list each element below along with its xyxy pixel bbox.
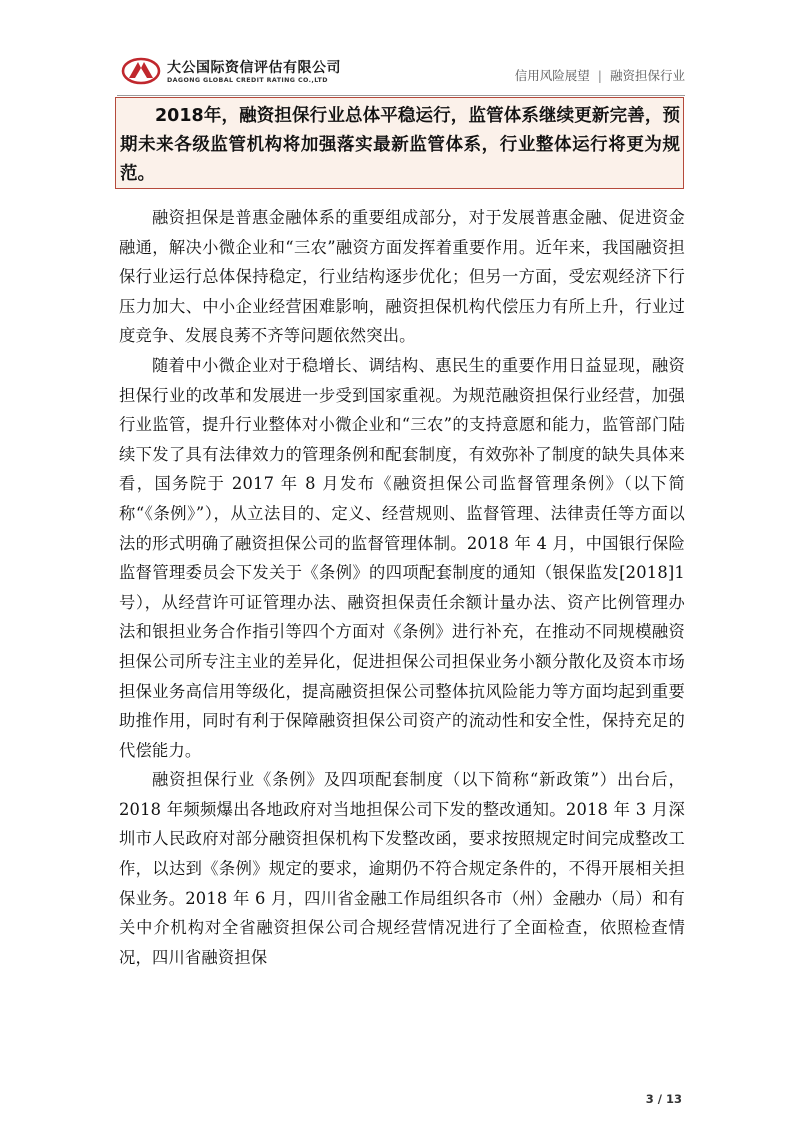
report-category bbox=[515, 66, 685, 84]
page-number: 3 / 13 bbox=[645, 1092, 682, 1106]
page-header bbox=[117, 52, 685, 98]
header-divider bbox=[117, 95, 685, 96]
summary-box bbox=[115, 97, 684, 189]
body-text bbox=[119, 203, 685, 972]
report-type-label: 信用风险展望 bbox=[514, 68, 590, 83]
company-name-en: DAGONG GLOBAL CREDIT RATING CO.,LTD bbox=[167, 77, 328, 84]
summary-text: 2018年，融资担保行业总体平稳运行，监管体系继续更新完善，预期未来各级监管机构将加强落实最新监管体系，行业整体运行将更为规范。 bbox=[120, 106, 680, 184]
industry-label: 融资担保行业 bbox=[609, 68, 685, 83]
header-separator: | bbox=[597, 68, 602, 83]
paragraph: 融资担保行业《条例》及四项配套制度（以下简称“新政策”）出台后，2018 年频频爆出各地政府对当地担保公司下发的整改通知。2018 年 3 月深圳市人民政府对部分融资担保机构下发整改函，要求按照规定时间完成整改工作，以达到《条例》规定的要求，逾期仍不符合规定条件的，不得开展相关担保业务。2018 年 6 月，四川省金融工作局组织各市（州）金融办（局）和有关中介机构对全省融资担保公司合规经营情况进行了全面检查，依照检查情况，四川省融资担保 bbox=[119, 770, 685, 967]
paragraph: 随着中小微企业对于稳增长、调结构、惠民生的重要作用日益显现，融资担保行业的改革和发展进一步受到国家重视。为规范融资担保行业经营，加强行业监管，提升行业整体对小微企业和“三农”的支持意愿和能力，监管部门陆续下发了具有法律效力的管理条例和配套制度，有效弥补了制度的缺失具体来看，国务院于 2017 年 8 月发布《融资担保公司监督管理条例》（以下简称“《条例》”），从立法目的、定义、经营规则、监督管理、法律责任等方面以法的形式明确了融资担保公司的监督管理体制。2018 年 4 月，中国银行保险监督管理委员会下发关于《条例》的四项配套制度的通知（银保监发[2018]1号），从经营许可证管理办法、融资担保责任余额计量办法、资产比例管理办法和银担业务合作指引等四个方面对《条例》进行补充，在推动不同规模融资担保公司所专注主业的差异化，促进担保公司担保业务小额分散化及资本市场担保业务高信用等级化，提高融资担保公司整体抗风险能力等方面均起到重要助推作用，同时有利于保障融资担保公司资产的流动性和安全性，保持充足的代偿能力。 bbox=[119, 355, 685, 760]
company-name-cn: 大公国际资信评估有限公司 bbox=[167, 60, 341, 76]
paragraph: 融资担保是普惠金融体系的重要组成部分，对于发展普惠金融、促进资金融通，解决小微企业和“三农”融资方面发挥着重要作用。近年来，我国融资担保行业运行总体保持稳定，行业结构逐步优化；但另一方面，受宏观经济下行压力加大、中小企业经营困难影响，融资担保机构代偿压力有所上升，行业过度竞争、发展良莠不齐等问题依然突出。 bbox=[119, 208, 685, 346]
dagong-logo-icon bbox=[121, 56, 161, 86]
